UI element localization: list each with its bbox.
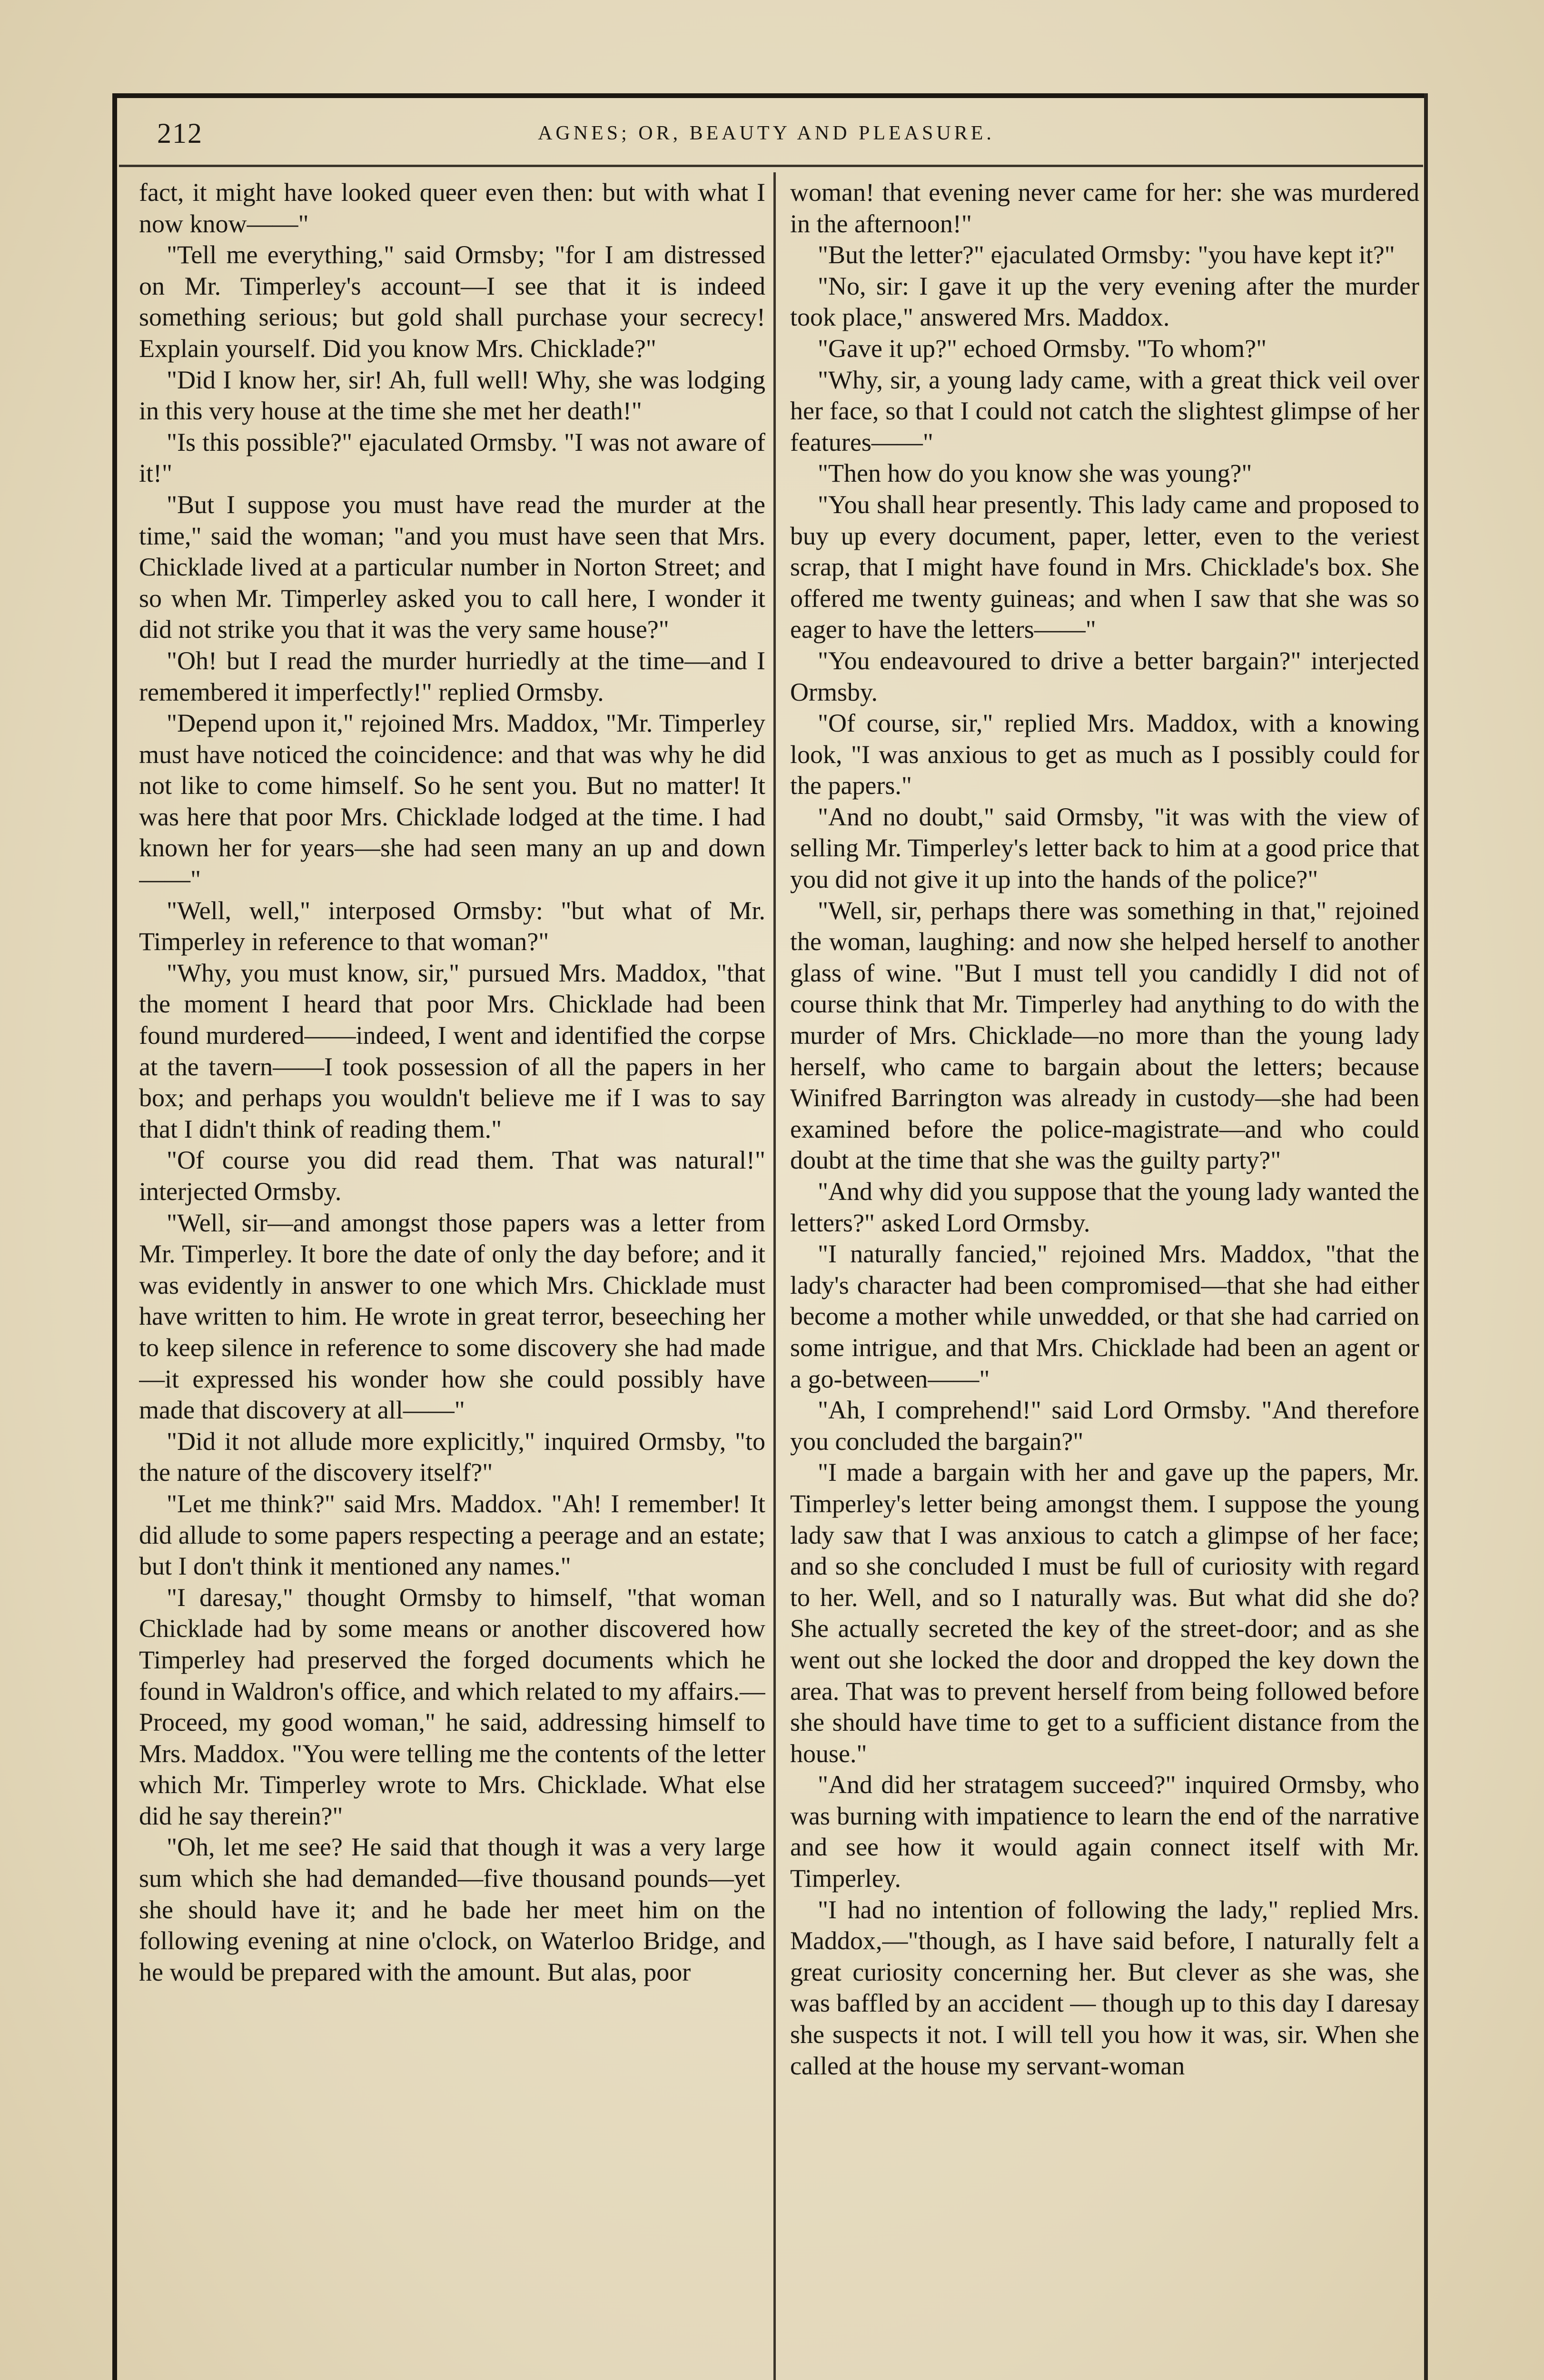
paragraph: "You shall hear presently. This lady came and proposed to buy up every document, paper, letter, even to the veriest scrap, that I might have found in Mrs. Chicklade's box. She offered me twenty guineas; and when I saw that she was so eager to have the letters——" <box>790 490 1419 644</box>
paragraph: "Let me think?" said Mrs. Maddox. "Ah! I remember! It did allude to some papers respecting a peerage and an estate; but I don't think it mentioned any names." <box>139 1489 765 1581</box>
paragraph: "And no doubt," said Ormsby, "it was with the view of selling Mr. Timperley's letter back to him at a good price that you did not give it up into the hands of the police?" <box>790 802 1419 894</box>
paragraph: "Did it not allude more explicitly," inquired Ormsby, "to the nature of the discovery itself?" <box>139 1427 765 1487</box>
page-border-left <box>112 93 117 2380</box>
running-title: AGNES; OR, BEAUTY AND PLEASURE. <box>538 122 995 144</box>
page-header <box>138 117 1395 160</box>
right-column <box>790 177 1419 2380</box>
paragraph: "And did her stratagem succeed?" inquired Ormsby, who was burning with impatience to learn the end of the narrative and see how it would again connect itself with Mr. Timperley. <box>790 1770 1419 1893</box>
paragraph: "Of course, sir," replied Mrs. Maddox, with a knowing look, "I was anxious to get as much as I possibly could for the papers." <box>790 709 1419 800</box>
paragraph: "Oh! but I read the murder hurriedly at the time—and I remembered it imperfectly!" replied Ormsby. <box>139 646 765 706</box>
paragraph: "Oh, let me see? He said that though it was a very large sum which she had demanded—five thousand pounds—yet she should have it; and he bade her meet him on the following evening at nine o'clock, on Waterloo Bridge, and he would be prepared with the amount. But alas, poor <box>139 1833 765 1986</box>
paragraph: "I had no intention of following the lady," replied Mrs. Maddox,—"though, as I have said before, I naturally felt a great curiosity concerning her. But clever as she was, she was baffled by an accident — though up to this day I daresay she suspects it not. I will tell you how it was, sir. When she called at the house my servant-woman <box>790 1895 1419 2080</box>
paragraph: "No, sir: I gave it up the very evening after the murder took place," answered Mrs. Maddox. <box>790 271 1419 332</box>
paragraph: "Depend upon it," rejoined Mrs. Maddox, "Mr. Timperley must have noticed the coincidence: and that was why he did not like to come himself. So he sent you. But no matter! It was here that poor Mrs. Chicklade lodged at the time. I had known her for years—she had seen many an up and down——" <box>139 709 765 894</box>
paragraph: "Well, well," interposed Ormsby: "but what of Mr. Timperley in reference to that woman?" <box>139 896 765 956</box>
column-divider <box>773 172 776 2380</box>
paragraph: "Why, you must know, sir," pursued Mrs. Maddox, "that the moment I heard that poor Mrs. Chicklade had been found murdered——indeed, I went and identified the corpse at the tavern——I took possession of all the papers in her box; and perhaps you wouldn't believe me if I was to say that I didn't think of reading them." <box>139 958 765 1143</box>
paragraph: "But I suppose you must have read the murder at the time," said the woman; "and you must have seen that Mrs. Chicklade lived at a particular number in Norton Street; and so when Mr. Timperley asked you to call here, I wonder it did not strike you that it was the very same house?" <box>139 490 765 644</box>
paragraph: "Well, sir, perhaps there was something in that," rejoined the woman, laughing: and now she helped herself to another glass of wine. "But I must tell you candidly I did not of course think that Mr. Timperley had anything to do with the murder of Mrs. Chicklade—no more than the young lady herself, who came to bargain about the letters; because Winifred Barrington was already in custody—she had been examined before the police-magistrate—and who could doubt at the time that she was the guilty party?" <box>790 896 1419 1175</box>
page-number: 212 <box>157 118 203 149</box>
paragraph: "And why did you suppose that the young lady wanted the letters?" asked Lord Ormsby. <box>790 1177 1419 1237</box>
paragraph: "You endeavoured to drive a better bargain?" interjected Ormsby. <box>790 646 1419 706</box>
paragraph: "Why, sir, a young lady came, with a great thick veil over her face, so that I could not catch the slightest glimpse of her features——" <box>790 365 1419 456</box>
paragraph: "Ah, I comprehend!" said Lord Ormsby. "And therefore you concluded the bargain?" <box>790 1396 1419 1456</box>
paragraph: "I made a bargain with her and gave up the papers, Mr. Timperley's letter being amongst them. I suppose the young lady saw that I was anxious to catch a glimpse of her face; and so she concluded I must be full of curiosity with regard to her. Well, and so I naturally was. But what did she do? She actually secreted the key of the street-door; and as she went out she locked the door and dropped the key down the area. That was to prevent herself from being followed before she should have time to get to a sufficient distance from the house." <box>790 1458 1419 1768</box>
paragraph: woman! that evening never came for her: she was murdered in the afternoon!" <box>790 178 1419 238</box>
paragraph: "Did I know her, sir! Ah, full well! Why, she was lodging in this very house at the time she met her death!" <box>139 365 765 426</box>
paragraph: "I naturally fancied," rejoined Mrs. Maddox, "that the lady's character had been compromised—that she had either become a mother while unwedded, or that she had carried on some intrigue, and that Mrs. Chicklade had been an agent or a go-between——" <box>790 1240 1419 1393</box>
page-border-top <box>112 93 1428 98</box>
header-rule <box>119 165 1423 167</box>
left-column <box>139 177 765 2380</box>
paragraph: "Of course you did read them. That was natural!" interjected Ormsby. <box>139 1146 765 1206</box>
paragraph: "Gave it up?" echoed Ormsby. "To whom?" <box>818 334 1267 363</box>
paragraph: "Tell me everything," said Ormsby; "for I am distressed on Mr. Timperley's account—I see that it is indeed something serious; but gold shall purchase your secrecy! Explain yourself. Did you know Mrs. Chicklade?" <box>139 240 765 363</box>
page-border-right <box>1424 93 1428 2380</box>
paragraph: "But the letter?" ejaculated Ormsby: "you have kept it?" <box>818 240 1395 269</box>
paragraph: fact, it might have looked queer even then: but with what I now know——" <box>139 178 765 238</box>
paragraph: "I daresay," thought Ormsby to himself, "that woman Chicklade had by some means or another discovered how Timperley had preserved the forged documents which he found in Waldron's office, and which related to my affairs.—Proceed, my good woman," he said, addressing himself to Mrs. Maddox. "You were telling me the contents of the letter which Mr. Timperley wrote to Mrs. Chicklade. What else did he say therein?" <box>139 1583 765 1830</box>
paragraph: "Then how do you know she was young?" <box>818 459 1252 488</box>
paragraph: "Well, sir—and amongst those papers was a letter from Mr. Timperley. It bore the date of only the day before; and it was evidently in answer to one which Mrs. Chicklade must have written to him. He wrote in great terror, beseeching her to keep silence in reference to some discovery she had made—it expressed his wonder how she could possibly have made that discovery at all——" <box>139 1208 765 1425</box>
paragraph: "Is this possible?" ejaculated Ormsby. "I was not aware of it!" <box>139 427 765 488</box>
